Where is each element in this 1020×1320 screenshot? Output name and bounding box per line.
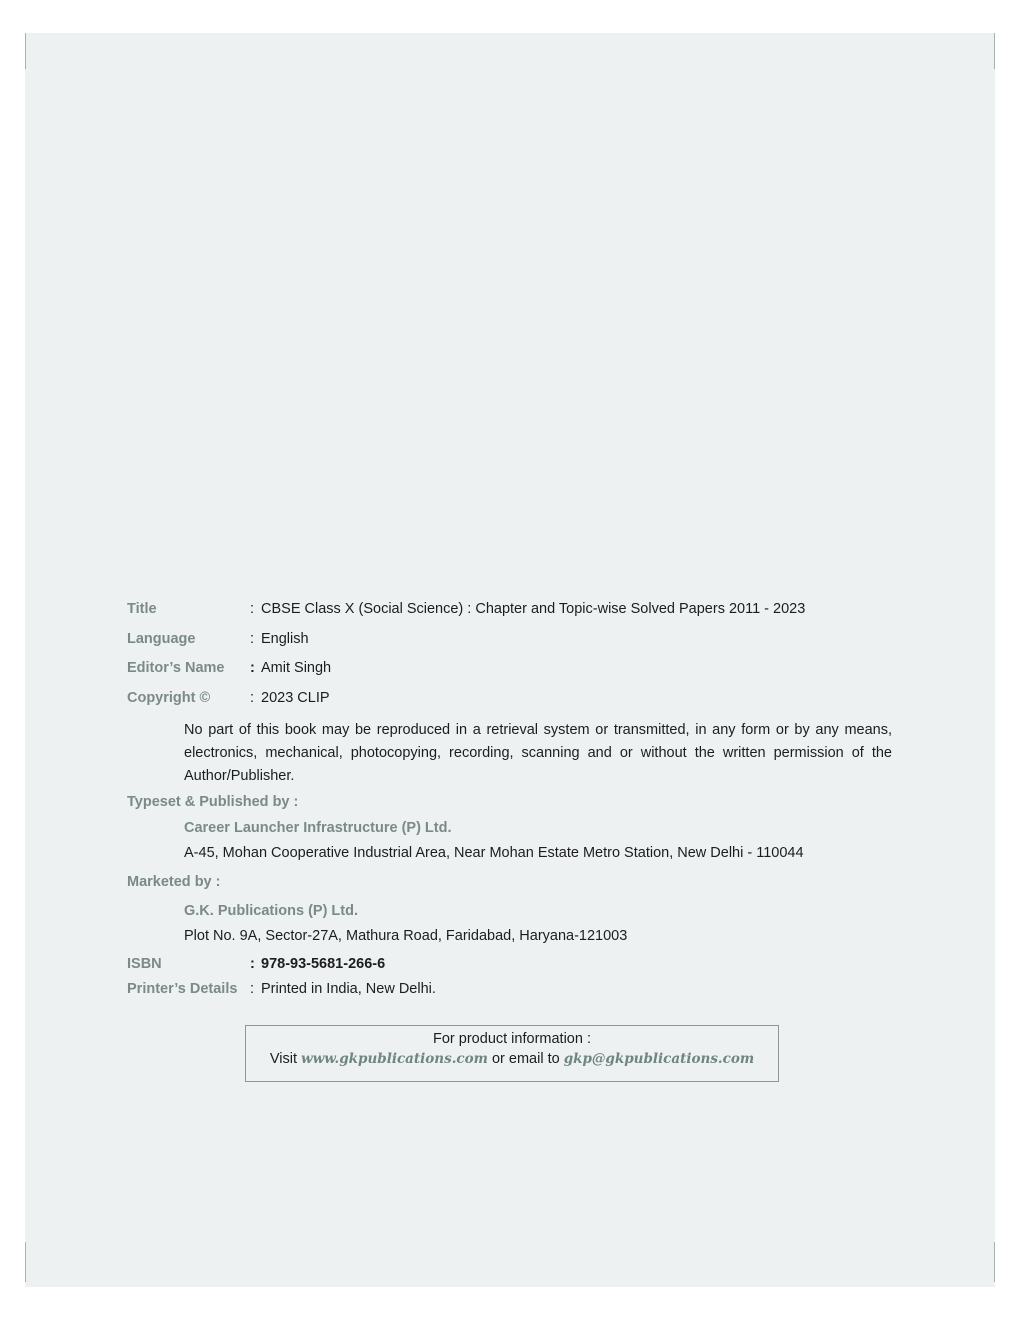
field-value: 978-93-5681-266-6 xyxy=(261,956,386,972)
field-value: 2023 CLIP xyxy=(261,690,330,706)
field-label: Editor’s Name xyxy=(127,660,225,676)
field-label: ISBN xyxy=(127,956,162,972)
crop-mark xyxy=(25,1242,26,1282)
field-language xyxy=(127,631,309,647)
field-value: Printed in India, New Delhi. xyxy=(261,981,436,997)
field-label: Title xyxy=(127,601,157,617)
field-editor xyxy=(127,660,331,676)
field-isbn xyxy=(127,956,385,972)
or-email-text: or email to xyxy=(491,1051,560,1067)
field-value: Amit Singh xyxy=(261,660,332,676)
separator: : xyxy=(250,601,255,617)
field-printer xyxy=(127,981,436,997)
crop-mark xyxy=(25,33,26,69)
separator: : xyxy=(250,981,255,997)
separator: : xyxy=(250,690,255,706)
crop-mark xyxy=(994,1242,995,1282)
publisher-heading: Typeset & Published by : xyxy=(127,794,299,810)
field-label: Printer’s Details xyxy=(127,981,238,997)
separator: : xyxy=(250,660,255,676)
copyright-notice: No part of this book may be reproduced in a retrieval system or transmitted, in any form or by any means, electronics, mechanical, photocopying, recording, scanning and or without the written permission of the Author/Publisher. xyxy=(184,722,892,784)
marketer-address: Plot No. 9A, Sector-27A, Mathura Road, Faridabad, Haryana-121003 xyxy=(184,928,628,944)
publisher-name: Career Launcher Infrastructure (P) Ltd. xyxy=(184,820,452,836)
field-value: English xyxy=(261,631,309,647)
info-line xyxy=(246,1051,778,1067)
product-info-box xyxy=(245,1025,779,1082)
field-title xyxy=(127,601,805,617)
field-label: Language xyxy=(127,631,196,647)
field-label: Copyright © xyxy=(127,690,211,706)
publisher-address: A-45, Mohan Cooperative Industrial Area, Near Mohan Estate Metro Station, New Delhi - 110044 xyxy=(184,845,804,861)
field-copyright xyxy=(127,690,330,706)
field-value: CBSE Class X (Social Science) : Chapter and Topic-wise Solved Papers 2011 - 2023 xyxy=(261,601,806,617)
visit-text: Visit xyxy=(269,1051,297,1067)
separator: : xyxy=(250,631,255,647)
marketer-name: G.K. Publications (P) Ltd. xyxy=(184,903,358,919)
separator: : xyxy=(250,956,255,972)
marketer-heading: Marketed by : xyxy=(127,874,221,890)
info-heading: For product information : xyxy=(433,1031,591,1047)
email-link[interactable]: gkp@gkpublications.com xyxy=(563,1051,755,1067)
crop-mark xyxy=(994,33,995,69)
website-link[interactable]: www.gkpublications.com xyxy=(301,1051,488,1067)
